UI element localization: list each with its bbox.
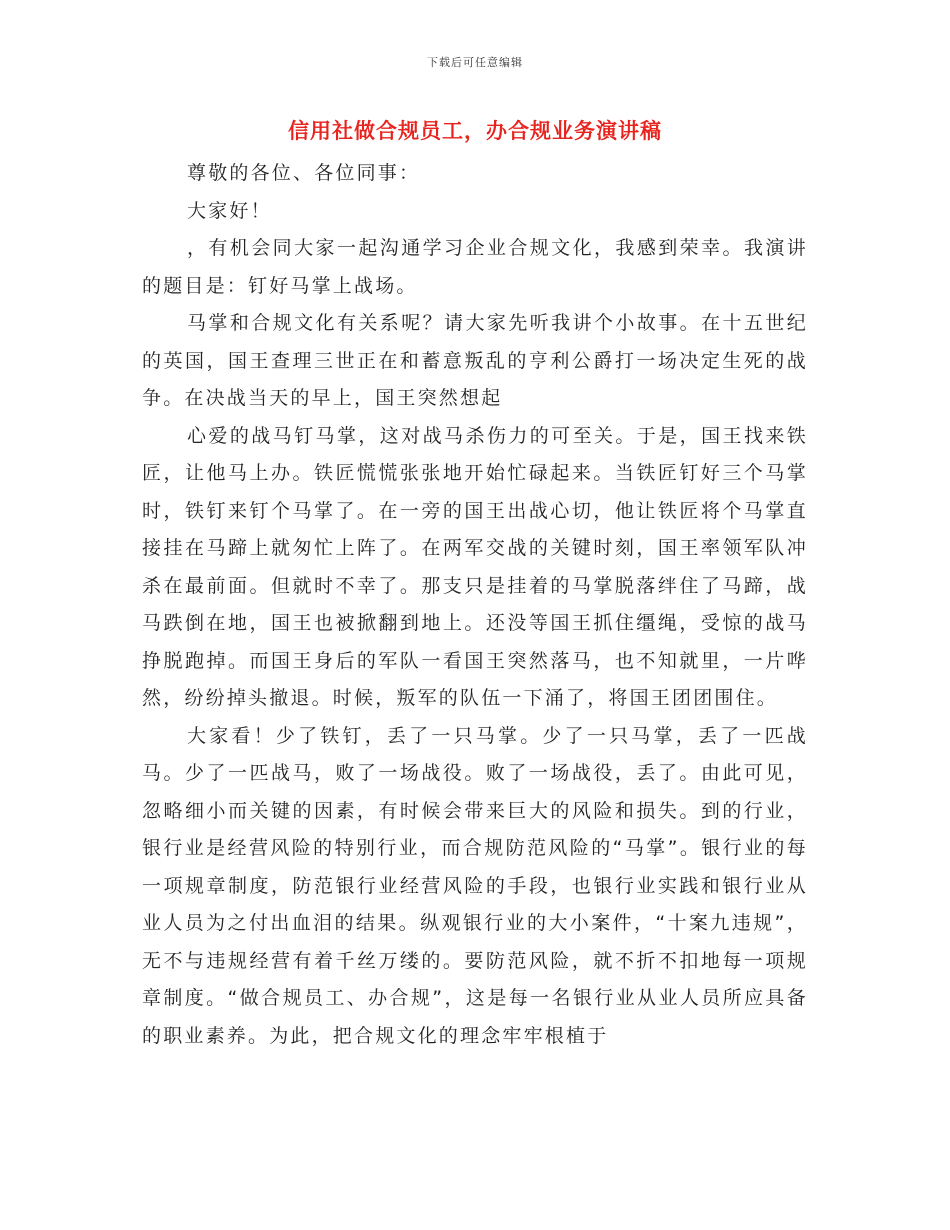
body-paragraph: 心爱的战马钉马掌，这对战马杀伤力的可至关。于是，国王找来铁匠，让他马上办。铁匠慌慌张张地开始忙碌起来。当铁匠钉好三个马掌时，铁钉来钉个马掌了。在一旁的国王出战心切，他让铁匠将个马掌直接挂在马蹄上就匆忙上阵了。在两军交战的关键时刻，国王率领军队冲杀在最前面。但就时不幸了。那支只是挂着的马掌脱落绊住了马蹄，战马跌倒在地，国王也被掀翻到地上。还没等国王抓住缰绳，受惊的战马挣脱跑掉。而国王身后的军队一看国王突然落马，也不知就里，一片哗然，纷纷掉头撤退。时候，叛军的队伍一下涌了，将国王团团围住。 (142, 424, 808, 709)
salutation: 尊敬的各位、各位同事： (187, 162, 421, 184)
document-body (142, 155, 808, 1055)
greeting: 大家好！ (187, 199, 272, 222)
header-note: 下载后可任意编辑 (427, 56, 523, 69)
body-paragraph: ，有机会同大家一起沟通学习企业合规文化，我感到荣幸。我演讲的题目是：钉好马掌上战场。 (142, 237, 808, 297)
body-paragraph: 马掌和合规文化有关系呢？请大家先听我讲个小故事。在十五世纪的英国，国王查理三世正在和蓄意叛乱的亨利公爵打一场决定生死的战争。在决战当天的早上，国王突然想起 (142, 312, 808, 409)
document-title: 信用社做合规员工，办合规业务演讲稿 (288, 119, 662, 143)
body-paragraph: 大家看！少了铁钉，丢了一只马掌。少了一只马掌，丢了一匹战马。少了一匹战马，败了一场战役。败了一场战役，丢了。由此可见，忽略细小而关键的因素，有时候会带来巨大的风险和损失。到的行业，银行业是经营风险的特别行业，而合规防范风险的“马掌”。银行业的每一项规章制度，防范银行业经营风险的手段，也银行业实践和银行业从业人员为之付出血泪的结果。纵观银行业的大小案件，“十案九违规”，无不与违规经营有着千丝万缕的。要防范风险，就不折不扣地每一项规章制度。“做合规员工、办合规”，这是每一名银行业从业人员所应具备的职业素养。为此，把合规文化的理念牢牢根植于 (142, 724, 808, 1047)
